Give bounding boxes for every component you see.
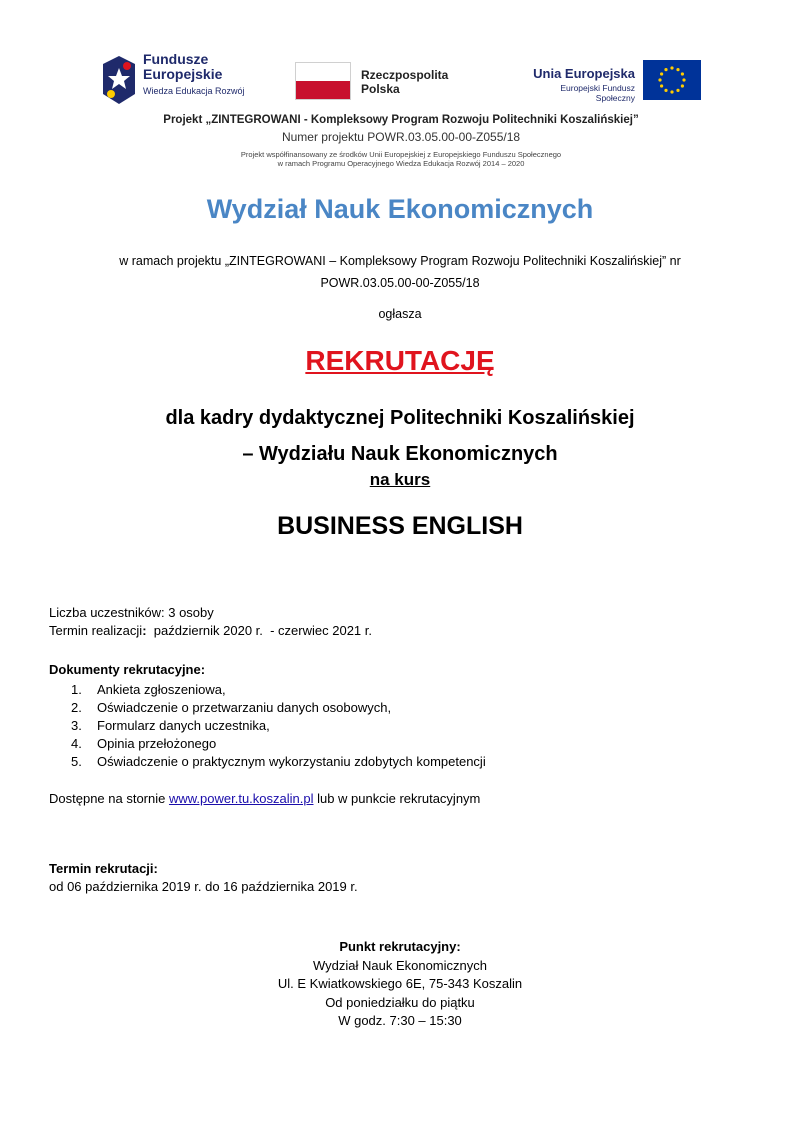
course-name: BUSINESS ENGLISH bbox=[277, 512, 523, 540]
fe-star-icon bbox=[101, 54, 137, 106]
availability-note bbox=[49, 790, 480, 808]
availability-before: Dostępne na stornie bbox=[49, 791, 169, 806]
list-item: 4. Opinia przełożonego bbox=[71, 736, 217, 751]
recruitment-point-heading: Punkt rekrutacyjny: bbox=[339, 939, 461, 954]
recruitment-point bbox=[0, 938, 800, 1031]
department-title: Wydział Nauk Ekonomicznych bbox=[206, 194, 594, 224]
list-item: 5. Oświadczenie o praktycznym wykorzystaniu zdobytych kompetencji bbox=[71, 754, 486, 769]
realization-period: Termin realizacji: październik 2020 r. - czerwiec 2021 r. bbox=[49, 623, 372, 638]
documents-list bbox=[49, 681, 486, 771]
eu-logo-line2: Europejski Fundusz Społeczny bbox=[560, 83, 635, 103]
list-item: 1. Ankieta zgłoszeniowa, bbox=[71, 682, 226, 697]
fe-logo-line1: Fundusze bbox=[143, 51, 209, 67]
unia-europejska-logo bbox=[525, 60, 705, 104]
realization-period-label: Termin realizacji bbox=[49, 623, 143, 638]
cofinancing-line2: w ramach Programu Operacyjnego Wiedza Edukacja Rozwój 2014 – 2020 bbox=[277, 159, 525, 168]
eu-logo-line1: Unia Europejska bbox=[533, 66, 635, 81]
list-item: 3. Formularz danych uczestnika, bbox=[71, 718, 270, 733]
announces-text: ogłasza bbox=[378, 307, 422, 321]
availability-after: lub w punkcie rekrutacyjnym bbox=[313, 791, 481, 806]
power-website-link[interactable]: www.power.tu.koszalin.pl bbox=[168, 791, 314, 806]
recruitment-point-line1: Wydział Nauk Ekonomicznych bbox=[312, 957, 487, 973]
course-details bbox=[49, 604, 372, 640]
documents-heading: Dokumenty rekrutacyjne: bbox=[49, 662, 206, 677]
project-number: Numer projektu POWR.03.05.00-00-Z055/18 bbox=[281, 130, 521, 144]
target-group-line1: dla kadry dydaktycznej Politechniki Koszalińskiej bbox=[165, 407, 635, 429]
recruitment-point-line4: W godz. 7:30 – 15:30 bbox=[338, 1013, 462, 1028]
recruitment-heading: REKRUTACJĘ bbox=[305, 345, 495, 376]
pl-logo-line2: Polska bbox=[361, 82, 400, 96]
recruitment-point-line2: Ul. E Kwiatkowskiego 6E, 75-343 Koszalin bbox=[277, 976, 523, 991]
deadline-value: od 06 października 2019 r. do 16 października 2019 r. bbox=[49, 879, 358, 894]
intro-text: w ramach projektu „ZINTEGROWANI – Kompleksowy Program Rozwoju Politechniki Koszalińskiej” nr POWR.03.05.00-00-Z055/18 bbox=[119, 254, 681, 290]
target-group-line2: – Wydziału Nauk Ekonomicznych bbox=[242, 443, 558, 465]
fe-logo-line3: Wiedza Edukacja Rozwój bbox=[143, 86, 245, 96]
list-item: 2. Oświadczenie o przetwarzaniu danych osobowych, bbox=[71, 700, 392, 715]
fundusze-europejskie-logo bbox=[101, 52, 261, 108]
rzeczpospolita-polska-logo bbox=[295, 62, 465, 102]
cofinancing-note bbox=[95, 150, 707, 168]
recruitment-point-line3: Od poniedziałku do piątku bbox=[325, 994, 475, 1010]
participants-count: Liczba uczestników: 3 osoby bbox=[49, 605, 214, 620]
fe-logo-line2: Europejskie bbox=[143, 66, 223, 82]
eu-flag-icon bbox=[643, 60, 701, 100]
realization-period-value: październik 2020 r. - czerwiec 2021 r. bbox=[146, 623, 372, 638]
project-title: Projekt „ZINTEGROWANI - Kompleksowy Program Rozwoju Politechniki Koszalińskiej” bbox=[163, 114, 639, 126]
deadline-heading: Termin rekrutacji: bbox=[49, 861, 158, 876]
pl-logo-line1: Rzeczpospolita bbox=[361, 68, 449, 82]
target-group bbox=[0, 400, 800, 472]
logo-band bbox=[95, 44, 707, 174]
cofinancing-line1: Projekt współfinansowany ze środków Unii Europejskiej z Europejskiego Funduszu Społecznego bbox=[240, 150, 562, 159]
on-course-label: na kurs bbox=[369, 470, 431, 489]
polish-flag-icon bbox=[295, 62, 351, 100]
